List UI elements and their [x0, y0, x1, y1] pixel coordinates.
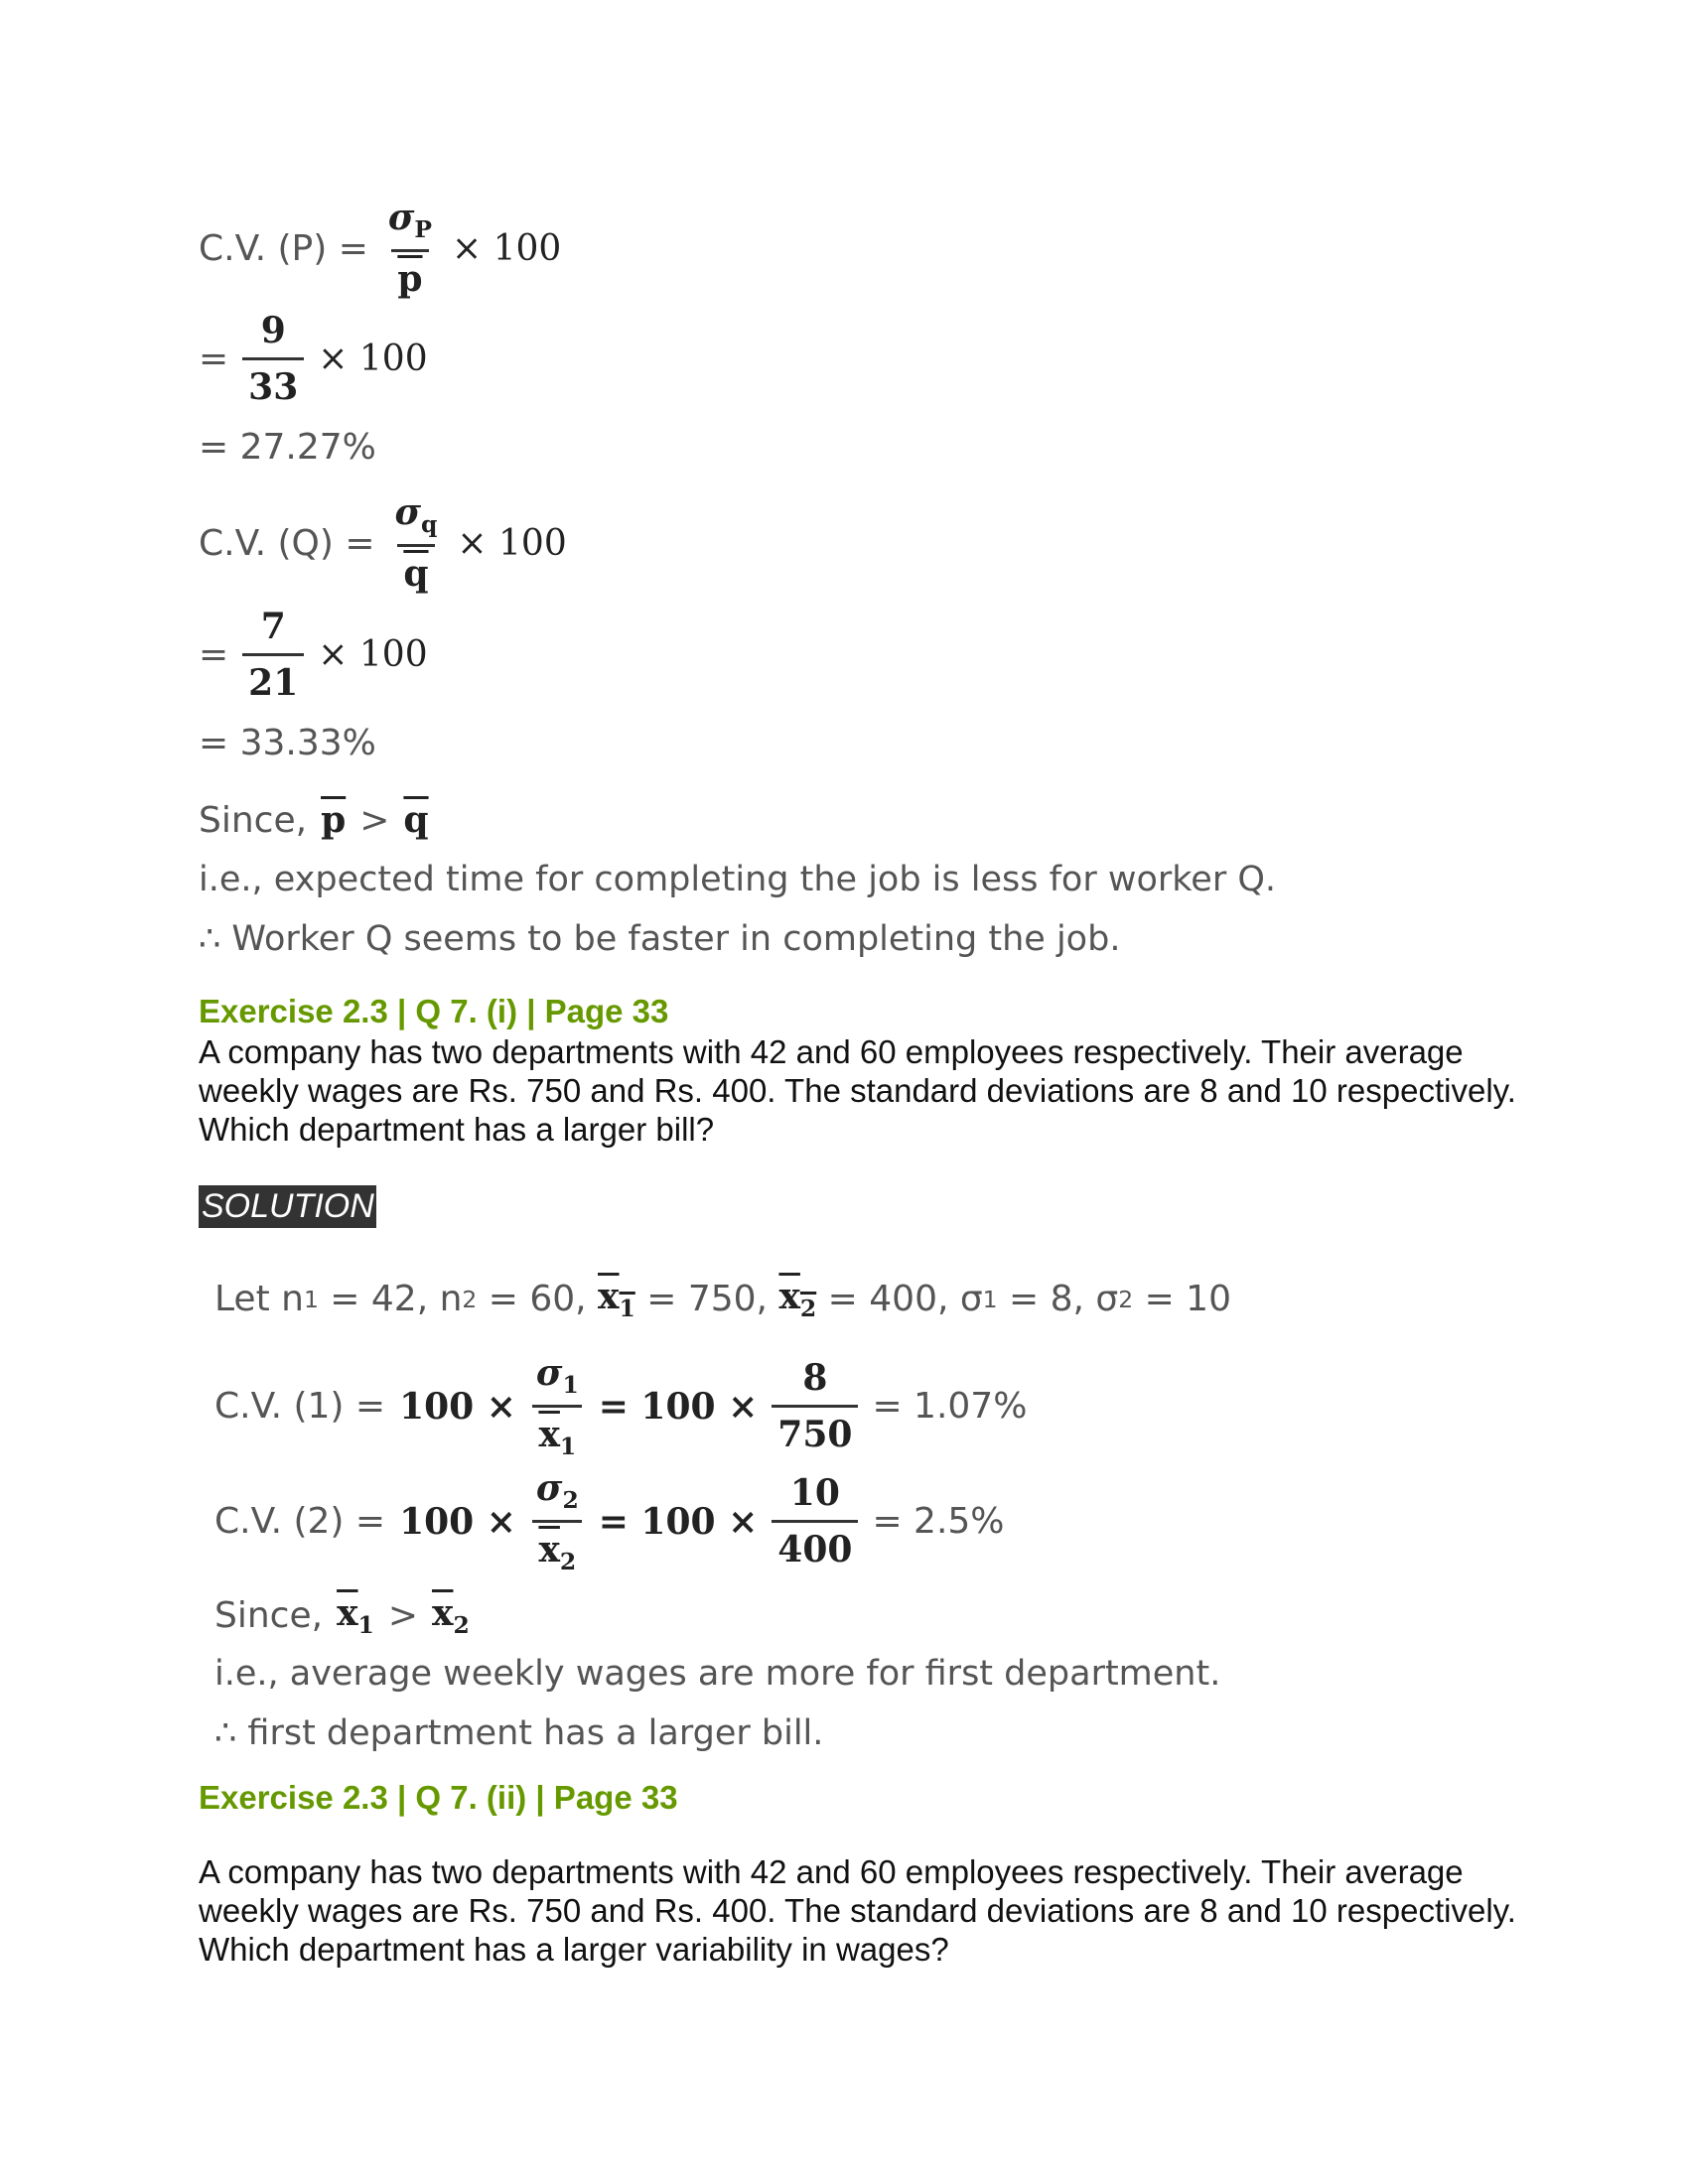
cv-p-fraction: $\frac{\sigma_P}{p}$: [387, 197, 432, 301]
cv-q-result: = 33.33%: [199, 723, 376, 763]
question-q7ii: A company has two departments with 42 and 60 employees respectively. Their average weekly wages are Rs. 750 and Rs. 400. The standard deviations are 8 and 10 respectively. Which department has a larger variability in wages?: [199, 1853, 1516, 1968]
ie-line-2: i.e., average weekly wages are more for first department.: [214, 1654, 1221, 1694]
fraction-7-21: $\frac{7}{21}$: [242, 606, 304, 704]
exercise-heading-q7ii[interactable]: Exercise 2.3 | Q 7. (ii) | Page 33: [199, 1779, 678, 1816]
cv-q-fraction: $\frac{\sigma_q}{q}$: [394, 491, 438, 596]
cv-q-label: C.V. (Q) =: [199, 522, 375, 564]
cv-2-line: C.V. (2) = 100 × $\frac{\sigma_2}{\overline{x}_2}$ = 100 × $\frac{10}{400}$ = 2.5%: [214, 1467, 1005, 1576]
solution-badge: SOLUTION: [199, 1185, 376, 1228]
fraction-10-400: $\frac{10}{400}$: [772, 1472, 858, 1570]
therefore-line-1: ∴ Worker Q seems to be faster in completing the job.: [199, 919, 1121, 959]
cv-q-step: = $\frac{7}{21}$ × 100: [199, 606, 428, 704]
cv-2-fraction: $\frac{\sigma_2}{\overline{x}_2}$: [530, 1467, 585, 1575]
cv-p-line: [199, 197, 561, 300]
question-q7i: A company has two departments with 42 and 60 employees respectively. Their average weekly wages are Rs. 750 and Rs. 400. The standard deviations are 8 and 10 respectively. Which department has a larger bill?: [199, 1033, 1516, 1148]
cv-p-step: = $\frac{9}{33}$ × 100: [199, 310, 428, 408]
fraction-8-750: $\frac{8}{750}$: [772, 1357, 858, 1455]
exercise-heading-q7i[interactable]: Exercise 2.3 | Q 7. (i) | Page 33: [199, 993, 669, 1029]
cv-1-line: C.V. (1) = 100 × $\frac{\sigma_1}{\overline{x}_1}$ = 100 × $\frac{8}{750}$ = 1.07%: [214, 1352, 1028, 1461]
cv-p-result: = 27.27%: [199, 427, 376, 468]
since-line: Since, $\overline{p}$ > $\overline{q}$: [199, 799, 429, 841]
times-100: × 100: [452, 227, 562, 269]
ie-line-1: i.e., expected time for completing the job is less for worker Q.: [199, 860, 1277, 899]
since-line-2: Since, $\overline{x}_1$ > $\overline{x}_2$: [214, 1592, 470, 1640]
let-line: Let n 1 = 42, n 2 = 60, $x_1$ = 750, $x_2$ = 400, σ 1 = 8, σ 2 = 10: [214, 1276, 1231, 1323]
fraction-9-33: $\frac{9}{33}$: [242, 310, 304, 408]
cv-1-fraction: $\frac{\sigma_1}{\overline{x}_1}$: [530, 1352, 585, 1460]
therefore-line-2: ∴ first department has a larger bill.: [214, 1713, 824, 1753]
cv-p-label: C.V. (P) =: [199, 227, 368, 269]
cv-q-line: C.V. (Q) = $\frac{\sigma_q}{q}$ × 100: [199, 491, 567, 596]
